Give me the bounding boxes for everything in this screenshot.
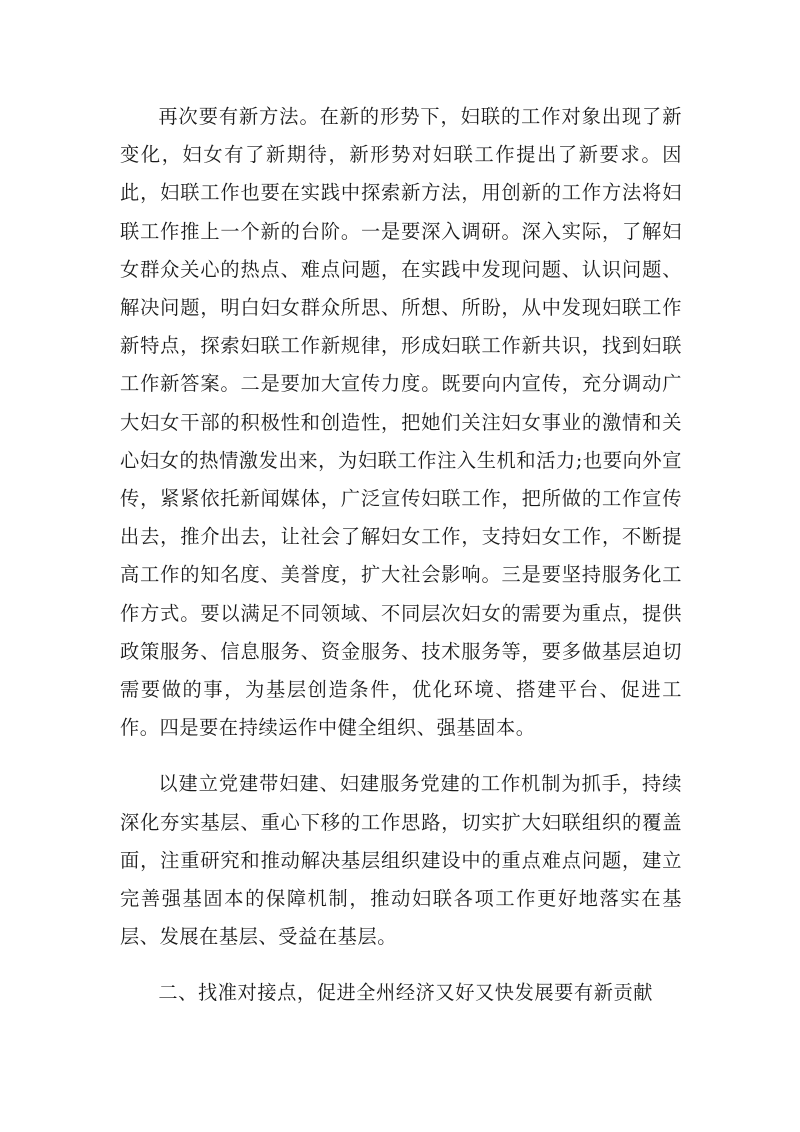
section-heading: 二、找准对接点，促进全州经济又好又快发展要有新贡献: [158, 981, 654, 1005]
paragraph-grassroots-organization: 以建立党建带妇建、妇建服务党建的工作机制为抓手，持续深化夯实基层、重心下移的工作思路，切实扩大妇联组织的覆盖面，注重研究和推动解决基层组织建设中的重点难点问题，建立完善强基固本的保障机制，推动妇联各项工作更好地落实在基层、发展在基层、受益在基层。: [120, 772, 682, 949]
document-page: [120, 98, 682, 1013]
paragraph-new-methods: 再次要有新方法。在新的形势下，妇联的工作对象出现了新变化，妇女有了新期待，新形势对妇联工作提出了新要求。因此，妇联工作也要在实践中探索新方法，用创新的工作方法将妇联工作推上一个新的台阶。一是要深入调研。深入实际，了解妇女群众关心的热点、难点问题，在实践中发现问题、认识问题、解决问题，明白妇女群众所思、所想、所盼，从中发现妇联工作新特点，探索妇联工作新规律，形成妇联工作新共识，找到妇联工作新答案。二是要加大宣传力度。既要向内宣传，充分调动广大妇女干部的积极性和创造性，把她们关注妇女事业的激情和关心妇女的热情激发出来，为妇联工作注入生机和活力;也要向外宣传，紧紧依托新闻媒体，广泛宣传妇联工作，把所做的工作宣传出去，推介出去，让社会了解妇女工作，支持妇女工作，不断提高工作的知名度、美誉度，扩大社会影响。三是要坚持服务化工作方式。要以满足不同领域、不同层次妇女的需要为重点，提供政策服务、信息服务、资金服务、技术服务等，要多做基层迫切需要做的事，为基层创造条件，优化环境、搭建平台、促进工作。四是要在持续运作中健全组织、强基固本。: [120, 105, 682, 740]
